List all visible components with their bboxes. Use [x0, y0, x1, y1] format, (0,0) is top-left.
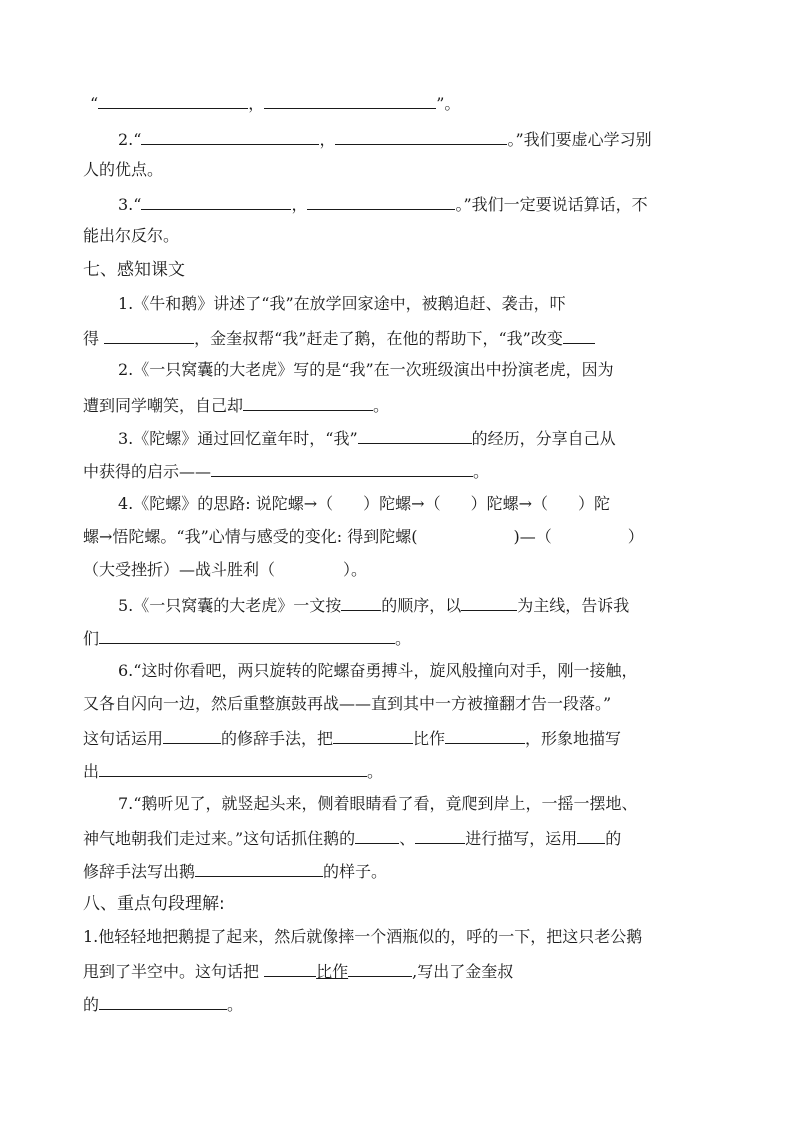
item2-line2: [83, 394, 389, 416]
text: 4.《陀螺》的思路: 说陀螺→（: [118, 494, 334, 513]
text: （大受挫折）—战斗胜利（: [83, 560, 276, 579]
answer-blank[interactable]: [445, 727, 525, 744]
quote-close: ”。: [436, 94, 461, 113]
text: ，金奎叔帮“我”赶走了鹅，在他的帮助下，“我”改变: [194, 329, 563, 348]
text: 中获得的启示——: [83, 462, 212, 481]
item6-line4: [83, 760, 383, 782]
text: 。: [395, 629, 412, 648]
answer-blank[interactable]: [415, 827, 465, 844]
item7-line3: [83, 860, 387, 882]
answer-blank[interactable]: [104, 327, 194, 344]
answer-blank[interactable]: [577, 827, 605, 844]
text: 比作: [413, 729, 446, 748]
text: 比作: [316, 962, 349, 981]
text: 。: [373, 396, 390, 415]
text: ）陀螺→（: [363, 494, 441, 513]
item6-line1: 6.“这时你看吧，两只旋转的陀螺奋勇搏斗，旋风般撞向对手，刚一接触，: [118, 661, 638, 680]
text: 。: [367, 762, 384, 781]
q3-text: 。”我们一定要说话算话，不: [455, 195, 648, 214]
item5-line1: [118, 594, 629, 616]
item6-line2: 又各自闪向一边，然后重整旗鼓再战——直到其中一方被撞翻才告一段落。”: [83, 694, 612, 713]
text: 5.《一只窝囊的大老虎》一文按: [118, 596, 342, 615]
text: ）陀螺→（: [470, 494, 548, 513]
text: 遭到同学嘲笑，自己却: [83, 396, 244, 415]
answer-blank[interactable]: [211, 460, 473, 477]
answer-blank[interactable]: [99, 627, 395, 644]
section-8-heading: 八、重点句段理解:: [83, 894, 225, 914]
answer-blank[interactable]: [141, 128, 319, 145]
text: )—（: [513, 527, 552, 546]
q2-wrap-text: 人的优点。: [83, 160, 164, 179]
answer-blank[interactable]: [99, 993, 227, 1010]
answer-blank[interactable]: [141, 193, 291, 210]
text: 这句话运用: [83, 729, 164, 748]
answer-blank[interactable]: [195, 860, 323, 877]
text: 。: [227, 995, 244, 1014]
text: 们: [83, 629, 100, 648]
q3-wrap-text: 能出尔反尔。: [83, 226, 180, 245]
comma: ，: [319, 130, 336, 149]
text: ，形象地描写: [525, 729, 622, 748]
answer-blank[interactable]: [264, 960, 316, 977]
answer-blank[interactable]: [348, 960, 412, 977]
q2-number: 2.: [118, 130, 134, 149]
s8-q1-line2: [83, 960, 513, 982]
item2-line1: 2.《一只窝囊的大老虎》写的是“我”在一次班级演出中扮演老虎，因为: [118, 360, 614, 379]
text: 神气地朝我们走过来。”这句话抓住鹅的: [83, 829, 356, 848]
text: ）陀: [578, 494, 611, 513]
answer-blank[interactable]: [264, 92, 436, 109]
text: 的修辞手法，把: [221, 729, 334, 748]
text: 的: [605, 829, 622, 848]
item1-line2: [83, 327, 595, 349]
answer-blank[interactable]: [341, 594, 381, 611]
text: 的顺序，以: [381, 596, 462, 615]
item1-line1: 1.《牛和鹅》讲述了“我”在放学回家途中，被鹅追赶、袭击，吓: [118, 294, 566, 313]
comma: ，: [248, 94, 265, 113]
section-7-heading: 七、感知课文: [83, 260, 185, 280]
text: ）: [627, 527, 644, 546]
item4-line2: [83, 527, 644, 547]
answer-blank[interactable]: [99, 760, 367, 777]
quote-open: “: [133, 130, 142, 149]
answer-blank[interactable]: [358, 427, 472, 444]
answer-blank[interactable]: [355, 827, 399, 844]
s8-q1-line1: 1.他轻轻地把鹅提了起来，然后就像摔一个酒瓶似的，呼的一下，把这只老公鹅: [83, 927, 643, 946]
text: 3.《陀螺》通过回忆童年时，“我”: [118, 429, 358, 448]
text: 为主线，告诉我: [517, 596, 630, 615]
item5-line2: [83, 627, 411, 649]
item7-line2: [83, 827, 621, 849]
text: 的: [83, 995, 100, 1014]
answer-blank[interactable]: [243, 394, 373, 411]
text: 修辞手法写出鹅: [83, 862, 196, 881]
answer-blank[interactable]: [461, 594, 517, 611]
answer-blank[interactable]: [163, 727, 221, 744]
item6-line3: [83, 727, 621, 749]
text: 得: [83, 329, 105, 348]
answer-blank[interactable]: [563, 327, 595, 344]
answer-blank[interactable]: [335, 128, 507, 145]
text: 的样子。: [323, 862, 388, 881]
q1-answer-line: [90, 92, 460, 114]
text: 进行描写，运用: [465, 829, 578, 848]
text: ,写出了金奎叔: [412, 962, 514, 981]
item4-line3: [83, 560, 367, 580]
q2-text: 。”我们要虚心学习别: [507, 130, 652, 149]
text: 甩到了半空中。这句话把: [83, 962, 265, 981]
item3-line2: [83, 460, 489, 482]
comma: ，: [291, 195, 308, 214]
q3-number: 3.: [118, 195, 134, 214]
answer-blank[interactable]: [333, 727, 413, 744]
text: 的经历，分享自己从: [471, 429, 616, 448]
item7-line1: 7.“鹅听见了，就竖起头来，侧着眼睛看了看，竟爬到岸上，一摇一摆地、: [118, 794, 638, 813]
text: 出: [83, 762, 100, 781]
quote-open: “: [133, 195, 142, 214]
item3-line1: [118, 427, 616, 449]
answer-blank[interactable]: [307, 193, 455, 210]
item4-line1: [118, 494, 610, 514]
text: 、: [399, 829, 416, 848]
q2-line: [118, 128, 652, 150]
text: 螺→悟陀螺。“我”心情与感受的变化: 得到陀螺(: [83, 527, 418, 546]
s8-q1-line3: [83, 993, 243, 1015]
text: ）。: [343, 560, 368, 579]
answer-blank[interactable]: [98, 92, 248, 109]
q3-line: [118, 193, 648, 215]
quote-open: “: [90, 94, 99, 113]
text: 。: [473, 462, 490, 481]
